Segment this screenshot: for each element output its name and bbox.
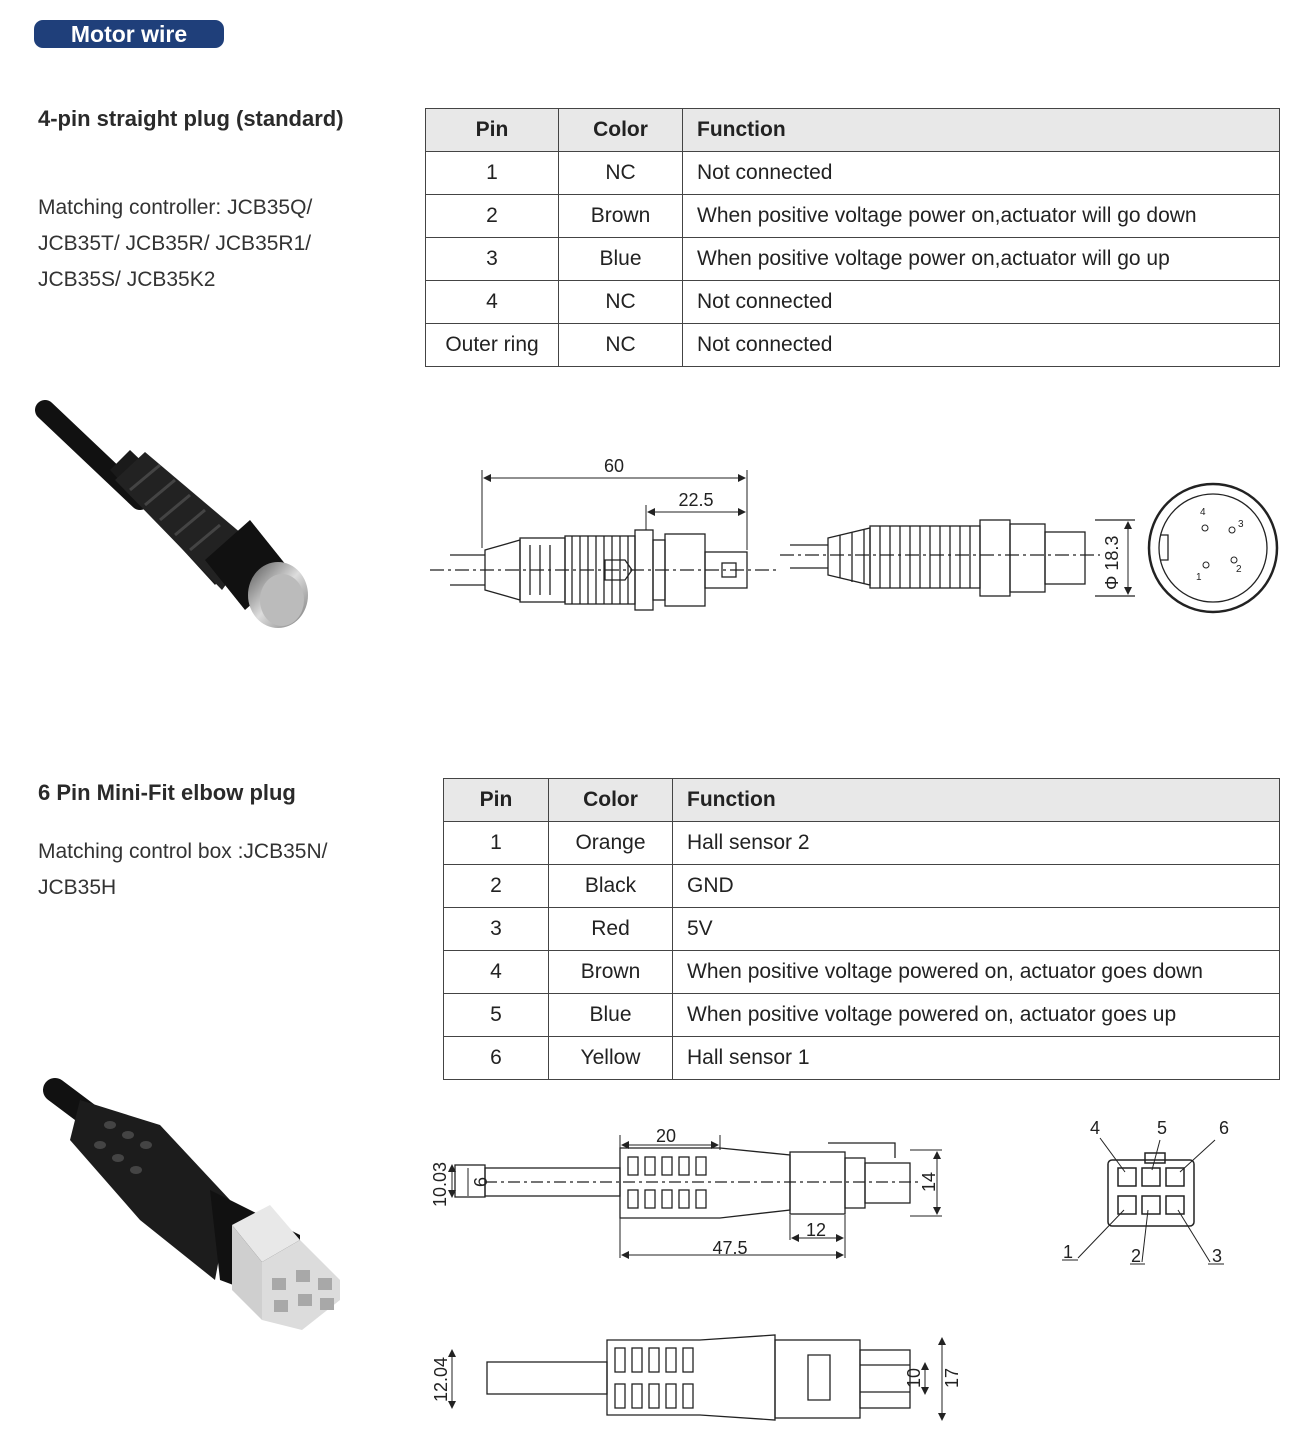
plug2-desc-line: Matching control box :JCB35N/ xyxy=(38,840,328,863)
plug2-face-pin-labels xyxy=(1063,1118,1229,1266)
cell-function: Hall sensor 2 xyxy=(673,822,1280,865)
cell-function: Not connected xyxy=(683,281,1280,324)
cell-pin: 3 xyxy=(426,238,559,281)
cell-function: 5V xyxy=(673,908,1280,951)
cell-color: NC xyxy=(559,281,683,324)
plug2-desc-line: JCB35H xyxy=(38,876,117,899)
face-pin-label: 2 xyxy=(1236,564,1242,575)
dim-6-label: 6 xyxy=(471,1176,491,1187)
face-pin-label: 1 xyxy=(1196,572,1202,583)
header-color: Color xyxy=(549,779,673,822)
header-color: Color xyxy=(559,109,683,152)
face-pin-label: 2 xyxy=(1130,1246,1142,1266)
dim-length-label: 60 xyxy=(603,456,625,476)
dim-10-03-label: 10.03 xyxy=(430,1161,450,1207)
plug1-top-drawing xyxy=(780,520,1135,596)
cell-function: When positive voltage powered on, actuator goes down xyxy=(673,951,1280,994)
plug1-photo xyxy=(45,410,308,628)
face-pin-label: 3 xyxy=(1211,1246,1223,1266)
cell-pin: 1 xyxy=(444,822,549,865)
dim-47-5-label: 47.5 xyxy=(712,1238,748,1258)
face-pin-label: 4 xyxy=(1089,1118,1101,1138)
plug2-face-view xyxy=(1062,1138,1224,1264)
header-function: Function xyxy=(673,779,1280,822)
dim-tip-label: 22.5 xyxy=(678,490,714,510)
face-pin-label: 5 xyxy=(1156,1118,1168,1138)
plug2-title: 6 Pin Mini-Fit elbow plug xyxy=(38,780,296,805)
cell-function: When positive voltage power on,actuator will go up xyxy=(683,238,1280,281)
plug2-top-drawing xyxy=(487,1335,910,1420)
face-pin-label: 3 xyxy=(1238,519,1244,530)
cell-color: NC xyxy=(559,324,683,367)
cell-color: Blue xyxy=(549,994,673,1037)
cell-color: Yellow xyxy=(549,1037,673,1080)
face-pin-label: 4 xyxy=(1200,507,1206,518)
cell-pin: Outer ring xyxy=(426,324,559,367)
dim-12-04-label: 12.04 xyxy=(431,1356,451,1402)
cell-color: Black xyxy=(549,865,673,908)
face-pin-label: 1 xyxy=(1062,1242,1074,1262)
plug1-title: 4-pin straight plug (standard) xyxy=(38,106,344,131)
cell-color: NC xyxy=(559,152,683,195)
section-title-badge: Motor wire xyxy=(34,20,224,48)
dim-17-label: 17 xyxy=(942,1367,962,1388)
cell-color: Brown xyxy=(549,951,673,994)
dim-20-label: 20 xyxy=(655,1126,677,1146)
plug1-desc-line: JCB35S/ JCB35K2 xyxy=(38,268,216,291)
cell-function: Not connected xyxy=(683,324,1280,367)
face-pin-label: 6 xyxy=(1218,1118,1230,1138)
cell-pin: 3 xyxy=(444,908,549,951)
dim-12-label: 12 xyxy=(805,1220,827,1240)
cell-function: GND xyxy=(673,865,1280,908)
cell-pin: 5 xyxy=(444,994,549,1037)
cell-pin: 4 xyxy=(426,281,559,324)
plug1-desc-line: JCB35T/ JCB35R/ JCB35R1/ xyxy=(38,232,312,255)
cell-pin: 2 xyxy=(426,195,559,238)
cell-function: Not connected xyxy=(683,152,1280,195)
header-pin: Pin xyxy=(426,109,559,152)
cell-function: When positive voltage power on,actuator will go down xyxy=(683,195,1280,238)
plug2-side-drawing xyxy=(455,1143,920,1218)
cell-color: Blue xyxy=(559,238,683,281)
cell-color: Orange xyxy=(549,822,673,865)
dim-diameter-label: Φ 18.3 xyxy=(1102,535,1122,590)
plug1-diameter-dimension xyxy=(1102,522,1128,594)
plug1-desc-line: Matching controller: JCB35Q/ xyxy=(38,196,313,219)
plug2-photo xyxy=(55,1090,340,1330)
cell-pin: 2 xyxy=(444,865,549,908)
cell-function: Hall sensor 1 xyxy=(673,1037,1280,1080)
cell-pin: 6 xyxy=(444,1037,549,1080)
cell-color: Brown xyxy=(559,195,683,238)
dim-14-label: 14 xyxy=(919,1171,939,1192)
header-function: Function xyxy=(683,109,1280,152)
cell-pin: 1 xyxy=(426,152,559,195)
cell-color: Red xyxy=(549,908,673,951)
dim-10-label: 10 xyxy=(904,1367,924,1388)
header-pin: Pin xyxy=(444,779,549,822)
cell-function: When positive voltage powered on, actuator goes up xyxy=(673,994,1280,1037)
plug1-face-view xyxy=(1149,484,1277,612)
cell-pin: 4 xyxy=(444,951,549,994)
